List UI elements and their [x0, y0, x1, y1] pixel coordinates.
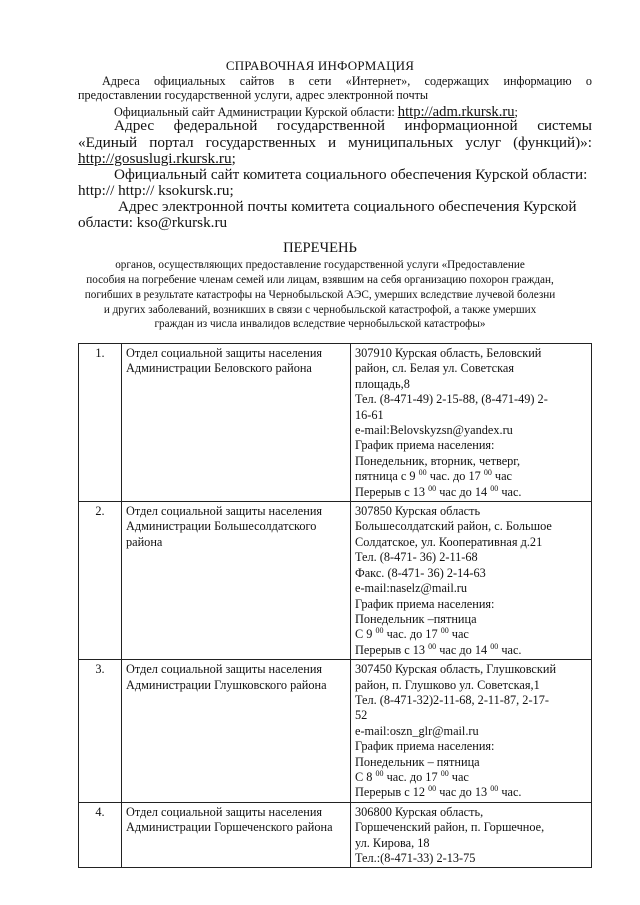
phone-line: Тел. (8-471-32)2-11-68, 2-11-87, 2-17- — [355, 692, 549, 707]
address-line: Солдатское, ул. Кооперативная д.21 — [355, 534, 543, 549]
break-minutes: 00 — [490, 784, 499, 794]
portal-tail: ; — [231, 150, 236, 167]
break-minutes: 00 — [428, 483, 437, 493]
break-minutes: 00 — [490, 483, 499, 493]
list-desc-line-4: и других заболеваний, возникших в связи с чернобыльской катастрофой, а также умерших — [103, 304, 537, 316]
admin-site-link[interactable]: http://adm.rkursk.ru — [397, 104, 515, 120]
email-line[interactable]: e-mail:Belovskyzsn@yandex.ru — [355, 423, 513, 438]
address-line: Горшеченский район, п. Горшечное, — [355, 820, 545, 835]
row-number: 3. — [79, 660, 122, 803]
org-name-line: Отдел социальной защиты населения — [126, 346, 323, 360]
portal-line-1: Адрес федеральной государственной информационной системы — [114, 117, 592, 134]
list-desc-line-1: органов, осуществляющих предоставление государственной услуги «Предоставление — [115, 259, 525, 271]
address-line: 307850 Курская область — [355, 504, 481, 519]
schedule-hours — [355, 469, 587, 484]
break-text: час. — [498, 484, 522, 499]
page-title: СПРАВОЧНАЯ ИНФОРМАЦИЯ — [225, 58, 415, 73]
break-text: Перерыв с 13 — [355, 642, 429, 657]
schedule-break — [355, 485, 587, 500]
fax-line: Факс. (8-471- 36) 2-14-63 — [355, 565, 486, 580]
break-text: Перерыв с 12 — [355, 785, 429, 800]
row-number: 1. — [79, 344, 122, 502]
org-name-line: Отдел социальной защиты населения — [126, 804, 323, 819]
schedule-days: Понедельник –пятница — [355, 611, 477, 626]
org-name-cell — [122, 502, 351, 660]
schedule-label: График приема населения: — [355, 438, 495, 453]
bodies-table — [78, 343, 592, 868]
break-text: час до 14 — [436, 484, 491, 499]
address-line: район, сл. Белая ул. Советская — [355, 361, 514, 376]
hours-text: час. до 17 — [383, 769, 441, 784]
hours-minutes: 00 — [375, 626, 384, 636]
phone-line: 16-61 — [355, 407, 384, 422]
org-name-line: Администрации Большесолдатского — [126, 519, 317, 534]
admin-site-label: Официальный сайт Администрации Курской области: — [114, 105, 398, 119]
schedule-hours — [355, 627, 587, 642]
portal-link[interactable]: http://gosuslugi.rkursk.ru — [78, 150, 232, 167]
hours-minutes: 00 — [418, 468, 427, 478]
address-line: 306800 Курская область, — [355, 804, 484, 819]
email-line-2: области: kso@rkursk.ru — [78, 214, 228, 231]
org-name-cell — [122, 344, 351, 502]
list-title: ПЕРЕЧЕНЬ — [283, 240, 357, 256]
email-line[interactable]: e-mail:oszn_glr@mail.ru — [355, 723, 479, 738]
break-minutes: 00 — [428, 641, 437, 651]
hours-minutes: 00 — [483, 468, 492, 478]
schedule-days: Понедельник – пятница — [355, 754, 480, 769]
address-line: ул. Кирова, 18 — [355, 835, 430, 850]
hours-text: час. до 17 — [383, 627, 441, 642]
address-line: площадь,8 — [355, 376, 410, 391]
table-row — [79, 344, 592, 502]
org-name-line: Отдел социальной защиты населения — [126, 662, 323, 677]
hours-minutes: 00 — [440, 626, 449, 636]
hours-text: пятница с 9 — [355, 469, 419, 484]
row-number: 2. — [79, 502, 122, 660]
phone-line: Тел.:(8-471-33) 2-13-75 — [355, 851, 476, 865]
break-text: Перерыв с 13 — [355, 484, 429, 499]
address-line: 307450 Курская область, Глушковский — [355, 662, 557, 677]
row-number: 4. — [79, 802, 122, 868]
hours-minutes: 00 — [375, 768, 384, 778]
schedule-label: График приема населения: — [355, 596, 495, 611]
address-cell — [351, 802, 592, 868]
org-name-line: Администрации Глушковского района — [126, 677, 327, 692]
intro-line-2: предоставлении государственной услуги, адрес электронной почты — [78, 88, 429, 102]
break-text: час. — [498, 642, 522, 657]
committee-site-line-1: Официальный сайт комитета социального обеспечения Курской области: — [114, 166, 588, 183]
address-line: район, п. Глушково ул. Советская,1 — [355, 677, 540, 692]
hours-text: час. до 17 — [426, 469, 484, 484]
address-cell — [351, 502, 592, 660]
email-line[interactable]: e-mail:naselz@mail.ru — [355, 581, 468, 596]
phone-line: Тел. (8-471- 36) 2-11-68 — [355, 550, 478, 565]
phone-line: 52 — [355, 708, 368, 723]
address-cell — [351, 660, 592, 803]
table-row — [79, 660, 592, 803]
list-desc-line-2: пособия на погребение членам семей или лицам, взявшим на себя организацию похорон граждан, — [86, 274, 554, 286]
schedule-break — [355, 785, 587, 800]
break-text: час до 14 — [436, 642, 491, 657]
table-row — [79, 502, 592, 660]
org-name-cell — [122, 660, 351, 803]
hours-text: час — [448, 627, 469, 642]
break-text: час до 13 — [436, 785, 491, 800]
email-line-1: Адрес электронной почты комитета социального обеспечения Курской — [118, 198, 577, 215]
hours-text: час — [448, 769, 469, 784]
address-line: 307910 Курская область, Беловский — [355, 346, 542, 360]
org-name-cell — [122, 802, 351, 868]
schedule-break — [355, 643, 587, 658]
hours-text: час — [491, 469, 513, 484]
address-cell — [351, 344, 592, 502]
list-desc-line-5: граждан из числа инвалидов вследствие чернобыльской катастрофы» — [154, 318, 486, 330]
table-row — [79, 802, 592, 868]
intro-line-1: Адреса официальных сайтов в сети «Интернет», содержащих информацию о — [102, 74, 592, 88]
hours-text: С 8 — [355, 769, 376, 784]
phone-line: Тел. (8-471-49) 2-15-88, (8-471-49) 2- — [355, 392, 548, 407]
list-desc-line-3: погибших в результате катастрофы на Чернобыльской АЭС, умерших вследствие лучевой болезни — [84, 289, 556, 301]
hours-minutes: 00 — [440, 768, 449, 778]
org-name-line: Администрации Горшеченского района — [126, 820, 333, 835]
break-minutes: 00 — [428, 784, 437, 794]
schedule-days: Понедельник, вторник, четверг, — [355, 453, 521, 468]
committee-site-line-2: http:// http:// ksokursk.ru; — [78, 182, 234, 199]
break-text: час. — [498, 785, 522, 800]
schedule-label: График приема населения: — [355, 739, 495, 754]
hours-text: С 9 — [355, 627, 376, 642]
org-name-line: района — [126, 534, 163, 549]
address-line: Большесолдатский район, с. Большое — [355, 519, 552, 534]
org-name-line: Администрации Беловского района — [126, 361, 312, 376]
schedule-hours — [355, 770, 587, 785]
org-name-line: Отдел социальной защиты населения — [126, 504, 323, 519]
portal-line-2: «Единый портал государственных и муниципальных услуг (функций)»: — [78, 134, 592, 151]
break-minutes: 00 — [490, 641, 499, 651]
admin-site-tail: ; — [514, 105, 518, 119]
